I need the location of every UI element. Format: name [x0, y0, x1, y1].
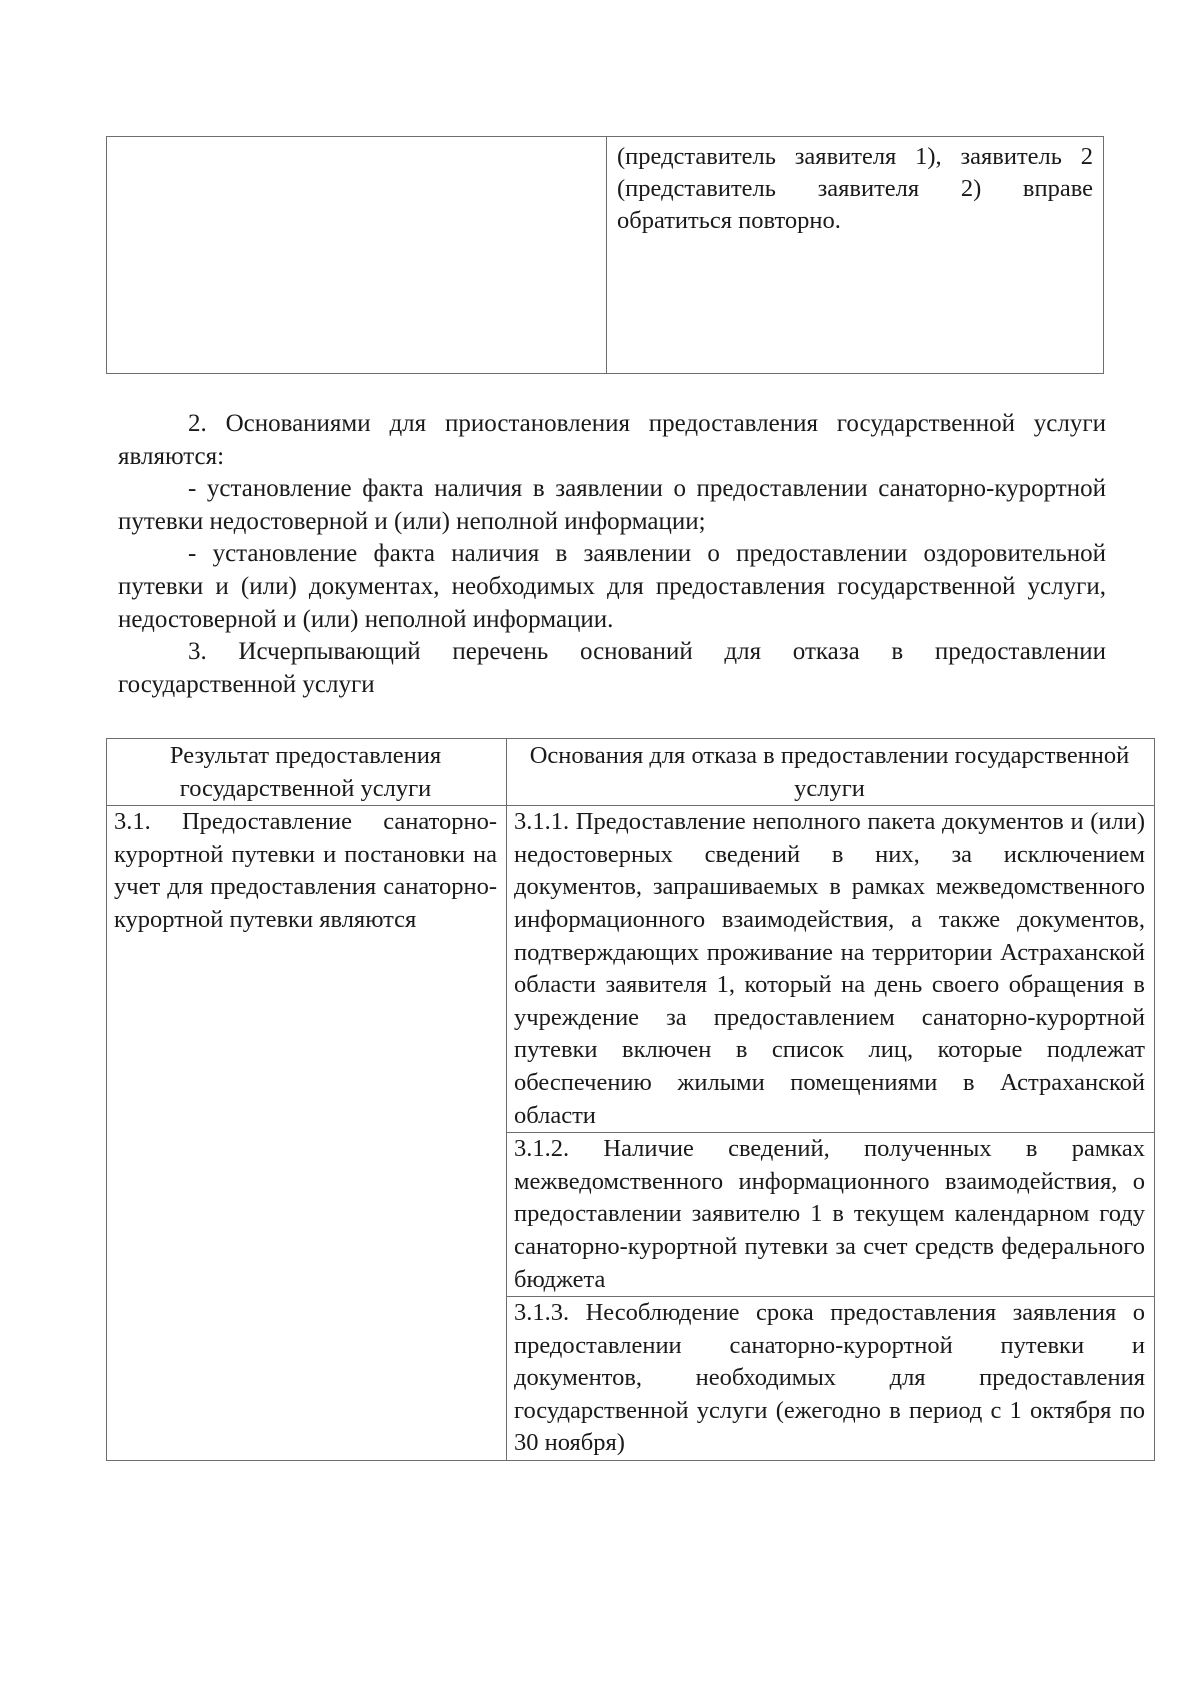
- continuation-table-left-cell: [107, 137, 607, 373]
- paragraph-suspension-item-2: - установление факта наличия в заявлении о предоставлении оздоровительной путевки и (или) документах, необходимых для предоставления государственной услуги, недостоверной и (или) неполной информации.: [118, 540, 1106, 633]
- paragraph-suspension-item-1: - установление факта наличия в заявлении о предоставлении санаторно-курортной путевки недостоверной и (или) неполной информации;: [118, 475, 1106, 535]
- cell-ground-3-1-2: 3.1.2. Наличие сведений, полученных в рамках межведомственного информационного взаимодействия, о предоставлении заявителю 1 в текущем календарном году санаторно-курортной путевки за счет средств федерального бюджета: [507, 1133, 1155, 1297]
- cell-ground-3-1-1: 3.1.1. Предоставление неполного пакета документов и (или) недостоверных сведений в них, за исключением документов, запрашиваемых в рамках межведомственного информационного взаимодействия, а также документов, подтверждающих проживание на территории Астраханской области заявителя 1, который на день своего обращения в учреждение за предоставлением санаторно-курортной путевки включен в список лиц, которые подлежат обеспечению жилыми помещениями в Астраханской области: [507, 806, 1155, 1133]
- header-refusal-grounds: Основания для отказа в предоставлении государственной услуги: [507, 739, 1155, 806]
- table-header-row: [107, 739, 1155, 806]
- paragraph-suspension-grounds: 2. Основаниями для приостановления предоставления государственной услуги являются:: [118, 410, 1106, 470]
- cell-result-3-1: 3.1. Предоставление санаторно-курортной путевки и постановки на учет для предоставления санаторно-курортной путевки являются: [107, 806, 507, 1461]
- cell-ground-3-1-3: 3.1.3. Несоблюдение срока предоставления заявления о предоставлении санаторно-курортной путевки и документов, необходимых для предоставления государственной услуги (ежегодно в период с 1 октября по 30 ноября): [507, 1297, 1155, 1461]
- paragraph-refusal-list-intro: 3. Исчерпывающий перечень оснований для отказа в предоставлении государственной услуги: [118, 638, 1106, 698]
- continuation-table-right-cell: (представитель заявителя 1), заявитель 2 (представитель заявителя 2) вправе обратиться повторно.: [617, 143, 1093, 234]
- continuation-table: [106, 136, 1104, 374]
- body-text: [118, 408, 1106, 701]
- refusal-grounds-table: [106, 738, 1155, 1461]
- header-result: Результат предоставления государственной услуги: [107, 739, 507, 806]
- table-row: [107, 806, 1155, 1133]
